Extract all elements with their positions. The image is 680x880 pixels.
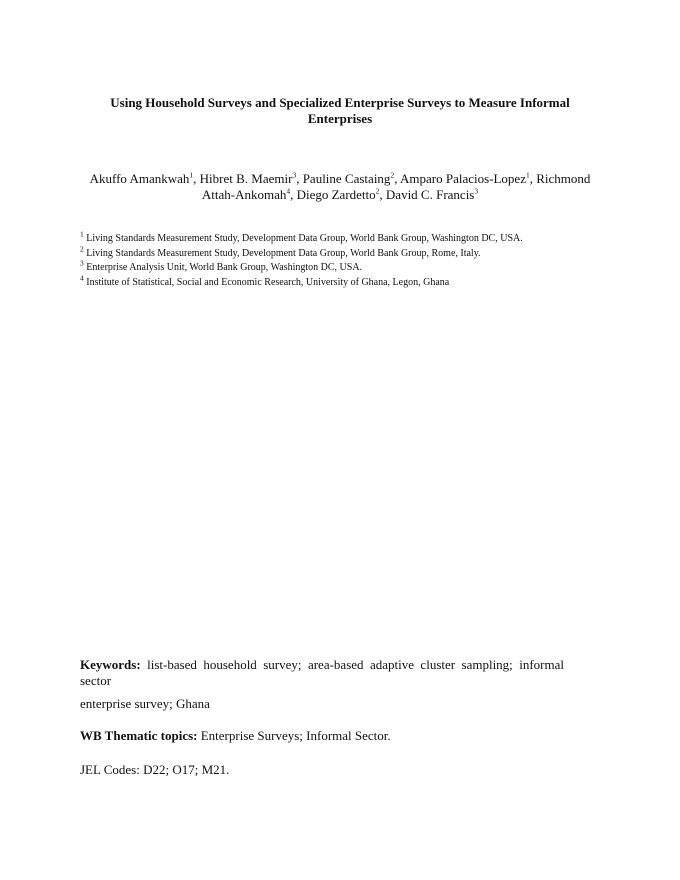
author: Amparo Palacios-Lopez$^1$,	[399, 170, 537, 186]
author: Diego Zardetto$^2$,	[296, 186, 386, 202]
keywords-text: list-based household survey; area-based adaptive cluster sampling; informal sector	[80, 657, 564, 688]
author: Hibret B. Maemir$^3$,	[199, 170, 303, 186]
keywords-label: Keywords:	[80, 657, 141, 672]
paper-title	[80, 95, 600, 127]
affiliation: $^1$ Living Standards Measurement Study, Development Data Group, World Bank Group, Washington DC, USA.	[80, 229, 523, 244]
wb-topics-text: Enterprise Surveys; Informal Sector.	[200, 728, 391, 743]
affiliation: $^3$ Enterprise Analysis Unit, World Bank Group, Washington DC, USA.	[80, 258, 363, 273]
wb-topics-label: WB Thematic topics:	[80, 728, 198, 743]
wb-thematic-topics	[80, 728, 600, 744]
affiliation: $^2$ Living Standards Measurement Study, Development Data Group, World Bank Group, Rome, Italy.	[80, 244, 481, 259]
author: David C. Francis$^3$	[385, 186, 479, 202]
jel-codes: JEL Codes: D22; O17; M21.	[80, 762, 230, 777]
affiliation-list	[80, 229, 620, 290]
keywords-continuation: enterprise survey; Ghana	[80, 696, 210, 711]
author: Pauline Castaing$^2$,	[302, 170, 400, 186]
author-list	[80, 171, 600, 203]
author: Akuffo Amankwah$^1$,	[89, 170, 200, 186]
title-line-1: Using Household Surveys and Specialized Enterprise Surveys to Measure Informal	[110, 95, 570, 110]
title-line-2: Enterprises	[307, 111, 373, 126]
affiliation: $^4$ Institute of Statistical, Social and Economic Research, University of Ghana, Legon, Ghana	[80, 273, 450, 288]
author: Richmond Attah-Ankomah$^4$,	[201, 171, 591, 202]
keywords	[80, 657, 564, 689]
